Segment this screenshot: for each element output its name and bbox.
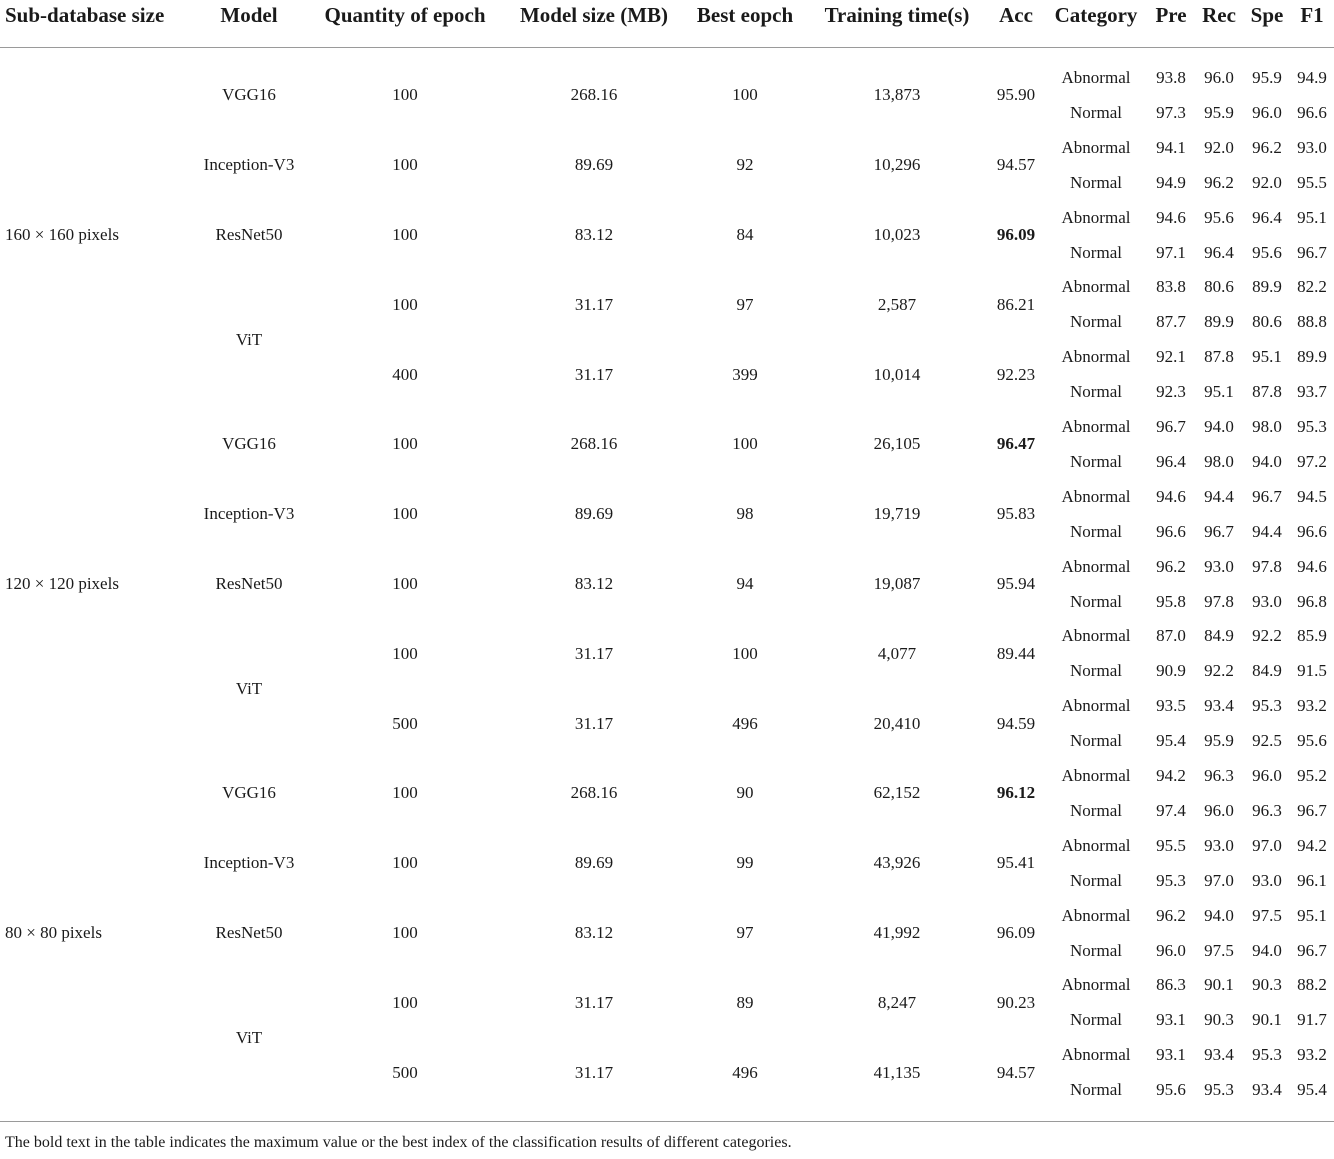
normal-spe-value: 84.9	[1252, 661, 1282, 681]
model-name: ViT	[235, 1027, 263, 1047]
epoch-value: 100	[392, 294, 418, 314]
acc-value: 96.12	[996, 783, 1036, 803]
model-size-value: 89.69	[574, 155, 614, 175]
training-time-value: 2,587	[877, 294, 917, 314]
best-epoch-value: 90	[736, 783, 754, 803]
epoch-value: 500	[392, 1062, 418, 1082]
header-f1: F1	[1300, 3, 1324, 27]
model-size-value: 268.16	[570, 434, 618, 454]
acc-value: 92.23	[996, 364, 1036, 384]
header-quantity-of-epoch: Quantity of epoch	[324, 3, 486, 27]
abnormal-spe-value: 96.7	[1252, 486, 1282, 506]
best-epoch-value: 97	[736, 294, 754, 314]
training-time-value: 10,014	[873, 364, 921, 384]
model-name: ResNet50	[215, 225, 283, 245]
normal-pre-value: 95.6	[1156, 1080, 1186, 1100]
category-normal: Normal	[1070, 382, 1122, 402]
header-model-size: Model size (MB)	[519, 3, 669, 27]
best-epoch-value: 399	[732, 364, 758, 384]
acc-value: 94.59	[996, 713, 1036, 733]
abnormal-f1-value: 93.0	[1297, 137, 1327, 157]
abnormal-f1-value: 82.2	[1297, 277, 1327, 297]
category-abnormal: Abnormal	[1061, 137, 1131, 157]
abnormal-pre-value: 94.6	[1156, 207, 1186, 227]
abnormal-f1-value: 94.6	[1297, 556, 1327, 576]
training-time-value: 10,023	[873, 225, 921, 245]
abnormal-spe-value: 92.2	[1252, 626, 1282, 646]
abnormal-spe-value: 97.5	[1252, 905, 1282, 925]
abnormal-pre-value: 87.0	[1156, 626, 1186, 646]
normal-rec-value: 95.9	[1204, 102, 1234, 122]
model-name: ResNet50	[215, 923, 283, 943]
abnormal-rec-value: 87.8	[1204, 347, 1234, 367]
normal-pre-value: 95.8	[1156, 591, 1186, 611]
epoch-value: 400	[392, 364, 418, 384]
model-size-value: 31.17	[574, 1062, 614, 1082]
category-normal: Normal	[1070, 661, 1122, 681]
best-epoch-value: 98	[736, 504, 754, 524]
abnormal-f1-value: 94.5	[1297, 486, 1327, 506]
training-time-value: 4,077	[877, 643, 917, 663]
header-sub-database-size: Sub-database size	[5, 3, 165, 27]
category-abnormal: Abnormal	[1061, 1045, 1131, 1065]
normal-pre-value: 95.3	[1156, 870, 1186, 890]
category-abnormal: Abnormal	[1061, 347, 1131, 367]
abnormal-rec-value: 94.0	[1204, 417, 1234, 436]
abnormal-spe-value: 97.8	[1252, 556, 1282, 576]
acc-value: 94.57	[996, 1062, 1036, 1082]
abnormal-f1-value: 88.2	[1297, 975, 1327, 995]
normal-spe-value: 94.0	[1252, 940, 1282, 960]
normal-rec-value: 90.3	[1204, 1010, 1234, 1030]
normal-f1-value: 93.7	[1297, 382, 1327, 402]
abnormal-rec-value: 93.0	[1204, 835, 1234, 855]
model-name: Inception-V3	[203, 155, 295, 175]
abnormal-spe-value: 95.3	[1252, 1045, 1282, 1065]
category-normal: Normal	[1070, 731, 1122, 751]
abnormal-f1-value: 94.2	[1297, 835, 1327, 855]
abnormal-rec-value: 93.4	[1204, 696, 1234, 716]
normal-pre-value: 93.1	[1156, 1010, 1186, 1030]
model-size-value: 268.16	[570, 783, 618, 803]
abnormal-rec-value: 92.0	[1204, 137, 1234, 157]
table-footnote: The bold text in the table indicates the maximum value or the best index of the classification results of different categories.	[5, 1134, 792, 1151]
abnormal-rec-value: 80.6	[1204, 277, 1234, 297]
normal-rec-value: 97.0	[1204, 870, 1234, 890]
table-top-rule	[0, 47, 1334, 48]
normal-pre-value: 96.6	[1156, 521, 1186, 541]
training-time-value: 62,152	[873, 783, 921, 803]
model-name: VGG16	[222, 783, 276, 803]
category-abnormal: Abnormal	[1061, 975, 1131, 995]
category-normal: Normal	[1070, 800, 1122, 820]
training-time-value: 19,719	[873, 504, 921, 524]
normal-pre-value: 94.9	[1156, 172, 1186, 192]
abnormal-spe-value: 97.0	[1252, 835, 1282, 855]
model-size-value: 31.17	[574, 992, 614, 1012]
epoch-value: 100	[392, 225, 418, 245]
normal-spe-value: 92.5	[1252, 731, 1282, 751]
normal-spe-value: 94.4	[1252, 521, 1282, 541]
model-name: ViT	[235, 329, 263, 349]
acc-value: 95.41	[996, 853, 1036, 873]
abnormal-pre-value: 94.1	[1156, 137, 1186, 157]
normal-pre-value: 90.9	[1156, 661, 1186, 681]
best-epoch-value: 94	[736, 574, 754, 594]
category-normal: Normal	[1070, 242, 1122, 262]
model-name: ViT	[235, 678, 263, 698]
epoch-value: 100	[392, 923, 418, 943]
model-size-value: 31.17	[574, 713, 614, 733]
abnormal-spe-value: 96.2	[1252, 137, 1282, 157]
normal-f1-value: 96.7	[1297, 242, 1327, 262]
abnormal-pre-value: 96.2	[1156, 556, 1186, 576]
abnormal-pre-value: 95.5	[1156, 835, 1186, 855]
category-normal: Normal	[1070, 940, 1122, 960]
table-bottom-rule	[0, 1121, 1334, 1122]
normal-spe-value: 87.8	[1252, 382, 1282, 402]
training-time-value: 8,247	[877, 992, 917, 1012]
header-category: Category	[1054, 3, 1138, 27]
normal-f1-value: 96.1	[1297, 870, 1327, 890]
training-time-value: 19,087	[873, 574, 921, 594]
normal-pre-value: 97.3	[1156, 102, 1186, 122]
normal-rec-value: 95.3	[1204, 1080, 1234, 1100]
abnormal-spe-value: 98.0	[1252, 417, 1282, 436]
abnormal-f1-value: 89.9	[1297, 347, 1327, 367]
abnormal-pre-value: 94.6	[1156, 486, 1186, 506]
abnormal-f1-value: 94.9	[1297, 68, 1327, 87]
acc-value: 95.90	[996, 85, 1036, 105]
category-abnormal: Abnormal	[1061, 277, 1131, 297]
acc-value: 90.23	[996, 992, 1036, 1012]
abnormal-rec-value: 96.3	[1204, 766, 1234, 785]
model-name: Inception-V3	[203, 853, 295, 873]
normal-spe-value: 93.4	[1252, 1080, 1282, 1100]
abnormal-spe-value: 95.9	[1252, 68, 1282, 87]
normal-spe-value: 93.0	[1252, 870, 1282, 890]
category-abnormal: Abnormal	[1061, 68, 1131, 87]
epoch-value: 100	[392, 992, 418, 1012]
acc-value: 95.83	[996, 504, 1036, 524]
normal-pre-value: 92.3	[1156, 382, 1186, 402]
model-size-value: 31.17	[574, 643, 614, 663]
abnormal-rec-value: 95.6	[1204, 207, 1234, 227]
header-acc: Acc	[999, 3, 1033, 27]
abnormal-pre-value: 96.2	[1156, 905, 1186, 925]
normal-rec-value: 97.5	[1204, 940, 1234, 960]
acc-value: 95.94	[996, 574, 1036, 594]
normal-f1-value: 96.8	[1297, 591, 1327, 611]
abnormal-pre-value: 92.1	[1156, 347, 1186, 367]
acc-value: 96.09	[996, 923, 1036, 943]
epoch-value: 100	[392, 434, 418, 454]
abnormal-rec-value: 94.4	[1204, 486, 1234, 506]
normal-rec-value: 95.1	[1204, 382, 1234, 402]
model-name: ResNet50	[215, 574, 283, 594]
normal-f1-value: 96.6	[1297, 102, 1327, 122]
best-epoch-value: 89	[736, 992, 754, 1012]
abnormal-spe-value: 90.3	[1252, 975, 1282, 995]
epoch-value: 500	[392, 713, 418, 733]
abnormal-rec-value: 84.9	[1204, 626, 1234, 646]
normal-spe-value: 95.6	[1252, 242, 1282, 262]
abnormal-pre-value: 93.8	[1156, 68, 1186, 87]
normal-f1-value: 88.8	[1297, 312, 1327, 332]
abnormal-f1-value: 95.3	[1297, 417, 1327, 436]
abnormal-spe-value: 89.9	[1252, 277, 1282, 297]
abnormal-f1-value: 95.1	[1297, 905, 1327, 925]
normal-f1-value: 95.4	[1297, 1080, 1327, 1100]
abnormal-pre-value: 86.3	[1156, 975, 1186, 995]
model-name: VGG16	[222, 434, 276, 454]
abnormal-spe-value: 96.0	[1252, 766, 1282, 785]
category-abnormal: Abnormal	[1061, 905, 1131, 925]
category-normal: Normal	[1070, 451, 1122, 471]
abnormal-pre-value: 83.8	[1156, 277, 1186, 297]
normal-f1-value: 91.5	[1297, 661, 1327, 681]
sub-database-size-label: 80 × 80 pixels	[5, 923, 102, 943]
normal-rec-value: 96.0	[1204, 800, 1234, 820]
training-time-value: 13,873	[873, 85, 921, 105]
best-epoch-value: 84	[736, 225, 754, 245]
category-normal: Normal	[1070, 312, 1122, 332]
abnormal-rec-value: 96.0	[1204, 68, 1234, 87]
normal-rec-value: 95.9	[1204, 731, 1234, 751]
acc-value: 89.44	[996, 643, 1036, 663]
abnormal-f1-value: 93.2	[1297, 696, 1327, 716]
header-best-epoch: Best eopch	[696, 3, 794, 27]
epoch-value: 100	[392, 504, 418, 524]
training-time-value: 41,135	[873, 1062, 921, 1082]
epoch-value: 100	[392, 643, 418, 663]
training-time-value: 10,296	[873, 155, 921, 175]
model-name: Inception-V3	[203, 504, 295, 524]
normal-pre-value: 87.7	[1156, 312, 1186, 332]
model-name: VGG16	[222, 85, 276, 105]
header-model: Model	[220, 3, 278, 27]
header-rec: Rec	[1202, 3, 1236, 27]
category-normal: Normal	[1070, 521, 1122, 541]
category-abnormal: Abnormal	[1061, 626, 1131, 646]
model-size-value: 83.12	[574, 574, 614, 594]
abnormal-rec-value: 93.4	[1204, 1045, 1234, 1065]
normal-spe-value: 96.3	[1252, 800, 1282, 820]
sub-database-size-label: 160 × 160 pixels	[5, 225, 119, 245]
abnormal-pre-value: 94.2	[1156, 766, 1186, 785]
header-pre: Pre	[1155, 3, 1187, 27]
normal-rec-value: 96.2	[1204, 172, 1234, 192]
normal-spe-value: 80.6	[1252, 312, 1282, 332]
header-training-time: Training time(s)	[824, 3, 970, 27]
normal-f1-value: 91.7	[1297, 1010, 1327, 1030]
normal-spe-value: 94.0	[1252, 451, 1282, 471]
abnormal-f1-value: 95.1	[1297, 207, 1327, 227]
abnormal-f1-value: 93.2	[1297, 1045, 1327, 1065]
abnormal-pre-value: 96.7	[1156, 417, 1186, 436]
normal-rec-value: 97.8	[1204, 591, 1234, 611]
category-normal: Normal	[1070, 870, 1122, 890]
normal-f1-value: 96.6	[1297, 521, 1327, 541]
model-size-value: 83.12	[574, 923, 614, 943]
normal-pre-value: 96.0	[1156, 940, 1186, 960]
epoch-value: 100	[392, 853, 418, 873]
category-abnormal: Abnormal	[1061, 417, 1131, 436]
best-epoch-value: 100	[732, 85, 758, 105]
abnormal-f1-value: 95.2	[1297, 766, 1327, 785]
best-epoch-value: 99	[736, 853, 754, 873]
normal-rec-value: 96.7	[1204, 521, 1234, 541]
category-normal: Normal	[1070, 102, 1122, 122]
category-abnormal: Abnormal	[1061, 556, 1131, 576]
model-size-value: 31.17	[574, 294, 614, 314]
training-time-value: 43,926	[873, 853, 921, 873]
normal-f1-value: 96.7	[1297, 940, 1327, 960]
model-size-value: 83.12	[574, 225, 614, 245]
normal-rec-value: 92.2	[1204, 661, 1234, 681]
category-abnormal: Abnormal	[1061, 766, 1131, 785]
category-normal: Normal	[1070, 591, 1122, 611]
category-abnormal: Abnormal	[1061, 486, 1131, 506]
model-size-value: 268.16	[570, 85, 618, 105]
abnormal-rec-value: 94.0	[1204, 905, 1234, 925]
normal-pre-value: 95.4	[1156, 731, 1186, 751]
normal-pre-value: 96.4	[1156, 451, 1186, 471]
abnormal-pre-value: 93.5	[1156, 696, 1186, 716]
model-size-value: 89.69	[574, 853, 614, 873]
category-normal: Normal	[1070, 172, 1122, 192]
acc-value: 86.21	[996, 294, 1036, 314]
abnormal-f1-value: 85.9	[1297, 626, 1327, 646]
category-normal: Normal	[1070, 1010, 1122, 1030]
acc-value: 94.57	[996, 155, 1036, 175]
epoch-value: 100	[392, 85, 418, 105]
abnormal-spe-value: 95.1	[1252, 347, 1282, 367]
category-abnormal: Abnormal	[1061, 696, 1131, 716]
normal-f1-value: 97.2	[1297, 451, 1327, 471]
abnormal-rec-value: 90.1	[1204, 975, 1234, 995]
header-spe: Spe	[1250, 3, 1284, 27]
normal-pre-value: 97.1	[1156, 242, 1186, 262]
best-epoch-value: 97	[736, 923, 754, 943]
normal-spe-value: 93.0	[1252, 591, 1282, 611]
best-epoch-value: 100	[732, 643, 758, 663]
model-size-value: 89.69	[574, 504, 614, 524]
normal-rec-value: 89.9	[1204, 312, 1234, 332]
acc-value: 96.09	[996, 225, 1036, 245]
normal-rec-value: 98.0	[1204, 451, 1234, 471]
category-abnormal: Abnormal	[1061, 835, 1131, 855]
training-time-value: 26,105	[873, 434, 921, 454]
abnormal-rec-value: 93.0	[1204, 556, 1234, 576]
best-epoch-value: 100	[732, 434, 758, 454]
normal-pre-value: 97.4	[1156, 800, 1186, 820]
category-normal: Normal	[1070, 1080, 1122, 1100]
abnormal-spe-value: 95.3	[1252, 696, 1282, 716]
acc-value: 96.47	[996, 434, 1036, 454]
best-epoch-value: 496	[732, 713, 758, 733]
training-time-value: 20,410	[873, 713, 921, 733]
epoch-value: 100	[392, 155, 418, 175]
training-time-value: 41,992	[873, 923, 921, 943]
normal-f1-value: 96.7	[1297, 800, 1327, 820]
model-size-value: 31.17	[574, 364, 614, 384]
abnormal-spe-value: 96.4	[1252, 207, 1282, 227]
normal-spe-value: 96.0	[1252, 102, 1282, 122]
normal-spe-value: 90.1	[1252, 1010, 1282, 1030]
category-abnormal: Abnormal	[1061, 207, 1131, 227]
sub-database-size-label: 120 × 120 pixels	[5, 574, 119, 594]
best-epoch-value: 92	[736, 155, 754, 175]
abnormal-pre-value: 93.1	[1156, 1045, 1186, 1065]
normal-f1-value: 95.5	[1297, 172, 1327, 192]
best-epoch-value: 496	[732, 1062, 758, 1082]
epoch-value: 100	[392, 574, 418, 594]
normal-rec-value: 96.4	[1204, 242, 1234, 262]
normal-spe-value: 92.0	[1252, 172, 1282, 192]
epoch-value: 100	[392, 783, 418, 803]
normal-f1-value: 95.6	[1297, 731, 1327, 751]
